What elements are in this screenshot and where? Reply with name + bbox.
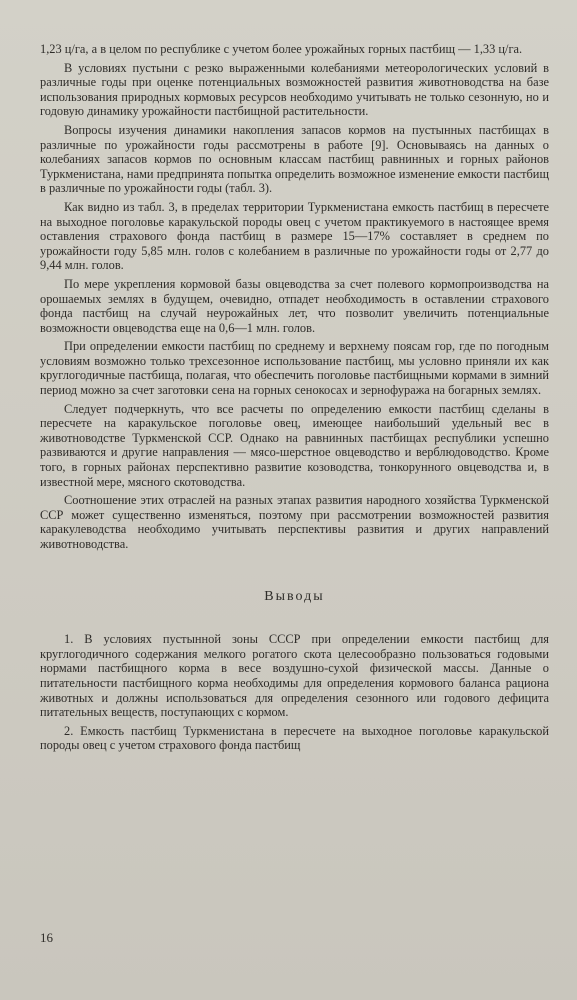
paragraph: Следует подчеркнуть, что все расчеты по определению емкости пастбищ сделаны в пересчете на каракульское поголовье овец, имеющее наибольший удельный вес в животноводстве Туркменской ССР. Однако на равнинных пастбищах республики успешно развиваются и другие направления — мясо-шерстное овцеводство и верблюдоводство. Кроме того, в горных районах перспективно развитие козоводства, тонкорунного овцеводства и, в известной мере, мясного скотоводства. (40, 401, 549, 489)
conclusion-item: 2. Емкость пастбищ Туркменистана в пересчете на выходное поголовье каракульской породы овец с учетом страхового фонда пастбищ (40, 723, 549, 753)
paragraph: По мере укрепления кормовой базы овцеводства за счет полевого кормопроизводства на орошаемых землях в будущем, очевидно, отпадет необходимость в оставлении страхового фонда пастбищ на случай неурожайных лет, что позволит увеличить потенциальные возможности овцеводства еще на 0,6—1 млн. голов. (40, 276, 549, 335)
section-title: Выводы (264, 588, 325, 604)
page-number: 16 (40, 930, 53, 945)
paragraph: Как видно из табл. 3, в пределах территории Туркменистана емкость пастбищ в пересчете на выходное поголовье каракульской породы овец с учетом практикуемого в настоящее время оставления страхового фонда пастбищ в размере 15—17% составляет в среднем по урожайности году 5,85 млн. голов с колебанием в различные по урожайности годы от 2,77 до 9,44 млн. голов. (40, 199, 549, 273)
paragraph: 1,23 ц/га, а в целом по республике с учетом более урожайных горных пастбищ — 1,33 ц/га. (40, 42, 523, 56)
paragraph: При определении емкости пастбищ по среднему и верхнему поясам гор, где по погодным условиям возможно только трехсезонное использование пастбищ, мы условно приняли их как круглогодичные пастбища, полагая, что обеспечить поголовье пастбищными кормами в зимний период можно за счет заготовки сена на горных сенокосах и зернофуража на богарных землях. (40, 339, 549, 398)
paragraph: Вопросы изучения динамики накопления запасов кормов на пустынных пастбищах в различные по урожайности годы рассмотрены в работе [9]. Основываясь на данных о колебаниях запасов кормов по основным классам пастбищ равнинных и горных районов Туркменистана, нами предпринята попытка определить возможное изменение емкости пастбищ в различные по урожайности годы (табл. 3). (40, 122, 549, 196)
body-text (40, 42, 549, 753)
conclusion-item: 1. В условиях пустынной зоны СССР при определении емкости пастбищ для круглогодичного содержания мелкого рогатого скота целесообразно пользоваться годовыми нормами пастбищного корма в весе воздушно-сухой физической массы. Данные о питательности пастбищного корма необходимы для определения кормового баланса рациона животных и должны использоваться для определения сезонного или годового дефицита питательных веществ, поступающих с кормом. (40, 632, 549, 720)
paragraph: В условиях пустыни с резко выраженными колебаниями метеорологических условий в различные годы при оценке потенциальных возможностей развития животноводства на базе использования природных кормовых ресурсов необходимо учитывать не только сезонную, но и годовую динамику урожайности пастбищной растительности. (40, 60, 549, 119)
paragraph: Соотношение этих отраслей на разных этапах развития народного хозяйства Туркменской ССР может существенно изменяться, поэтому при рассмотрении возможностей развития каракулеводства необходимо учитывать перспективы развития и других направлений животноводства. (40, 493, 549, 551)
